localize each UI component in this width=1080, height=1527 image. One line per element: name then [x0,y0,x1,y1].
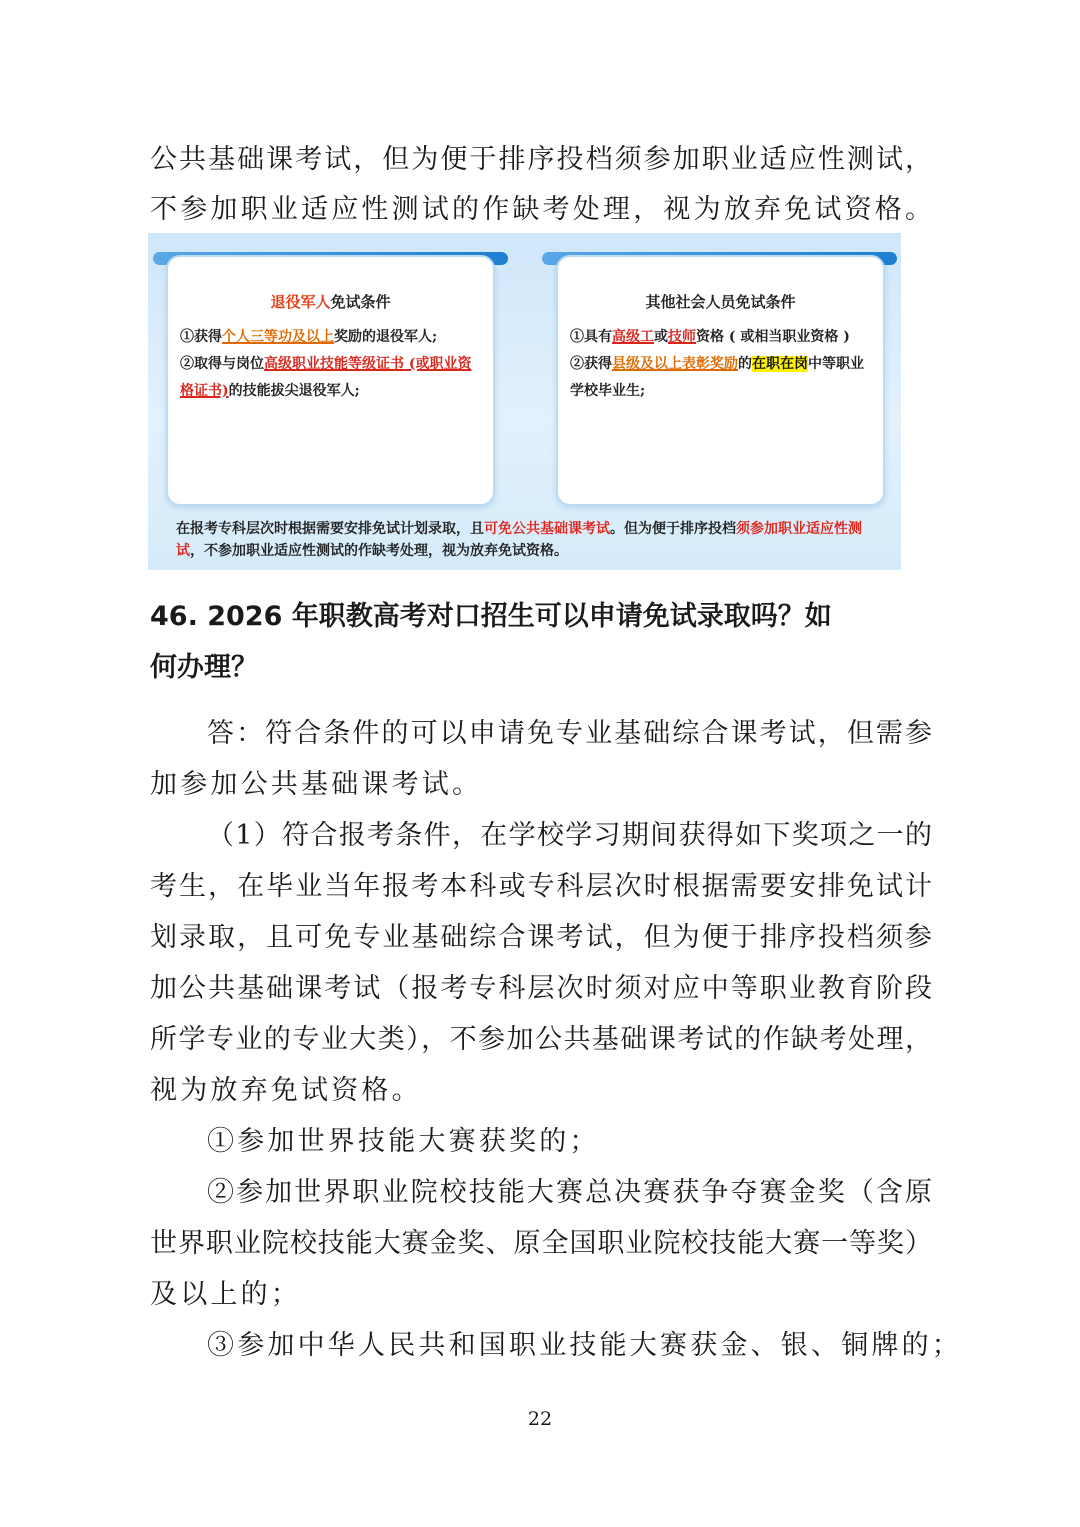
clause1-line-4: 加公共基础课考试（报考专科层次时须对应中等职业教育阶段 [150,973,932,1004]
veteran-card-title: 退役军人免试条件 [270,293,391,311]
veteran-card [166,255,495,506]
item-3: ③参加中华人民共和国职业技能大赛获金、银、铜牌的； [207,1330,962,1361]
other-item-2: ②获得县级及以上表彰奖励的在职在岗中等职业学校毕业生; [570,356,864,399]
veteran-item-2: ②取得与岗位高级职业技能等级证书 (或职业资格证书)的技能拔尖退役军人; [180,356,472,399]
veteran-card-body [180,324,485,405]
page-number: 22 [527,1408,553,1430]
other-card-body [570,324,875,405]
question-heading-line-2: 何办理？ [150,652,258,683]
other-card-title: 其他社会人员免试条件 [645,293,796,311]
other-personnel-card [556,255,885,506]
clause1-line-1: （1）符合报考条件，在学校学习期间获得如下奖项之一的 [207,820,932,851]
veteran-item-1: ①获得个人三等功及以上奖励的退役军人; [180,329,438,345]
figure-footer: 在报考专科层次时根据需要安排免试计划录取，且可免公共基础课考试。但为便于排序投档须参加职业适应性测试，不参加职业适应性测试的作缺考处理，视为放弃免试资格。 [176,521,862,559]
item-1: ①参加世界技能大赛获奖的； [207,1126,600,1157]
other-item-1: ①具有高级工或技师资格 ( 或相当职业资格 ) [570,329,850,345]
exemption-figure [148,233,901,570]
item-2-line-3: 及以上的； [150,1279,301,1310]
item-2-line-2: 世界职业院校技能大赛金奖、原全国职业院校技能大赛一等奖） [150,1228,932,1259]
item-2-line-1: ②参加世界职业院校技能大赛总决赛获争夺赛金奖（含原 [207,1177,932,1208]
question-heading-line-1: 46. 2026 年职教高考对口招生可以申请免试录取吗？如 [150,601,832,632]
intro-line-2: 不参加职业适应性测试的作缺考处理，视为放弃免试资格。 [150,194,936,225]
clause1-line-5: 所学专业的专业大类），不参加公共基础课考试的作缺考处理， [150,1024,932,1055]
clause1-line-6: 视为放弃免试资格。 [150,1075,422,1106]
answer-line-2: 加参加公共基础课考试。 [150,769,483,800]
intro-line-1: 公共基础课考试，但为便于排序投档须参加职业适应性测试， [150,144,932,175]
clause1-line-3: 划录取，且可免专业基础综合课考试，但为便于排序投档须参 [150,922,932,953]
clause1-line-2: 考生，在毕业当年报考本科或专科层次时根据需要安排免试计 [150,871,932,902]
answer-line-1: 答：符合条件的可以申请免专业基础综合课考试，但需参 [207,718,932,749]
